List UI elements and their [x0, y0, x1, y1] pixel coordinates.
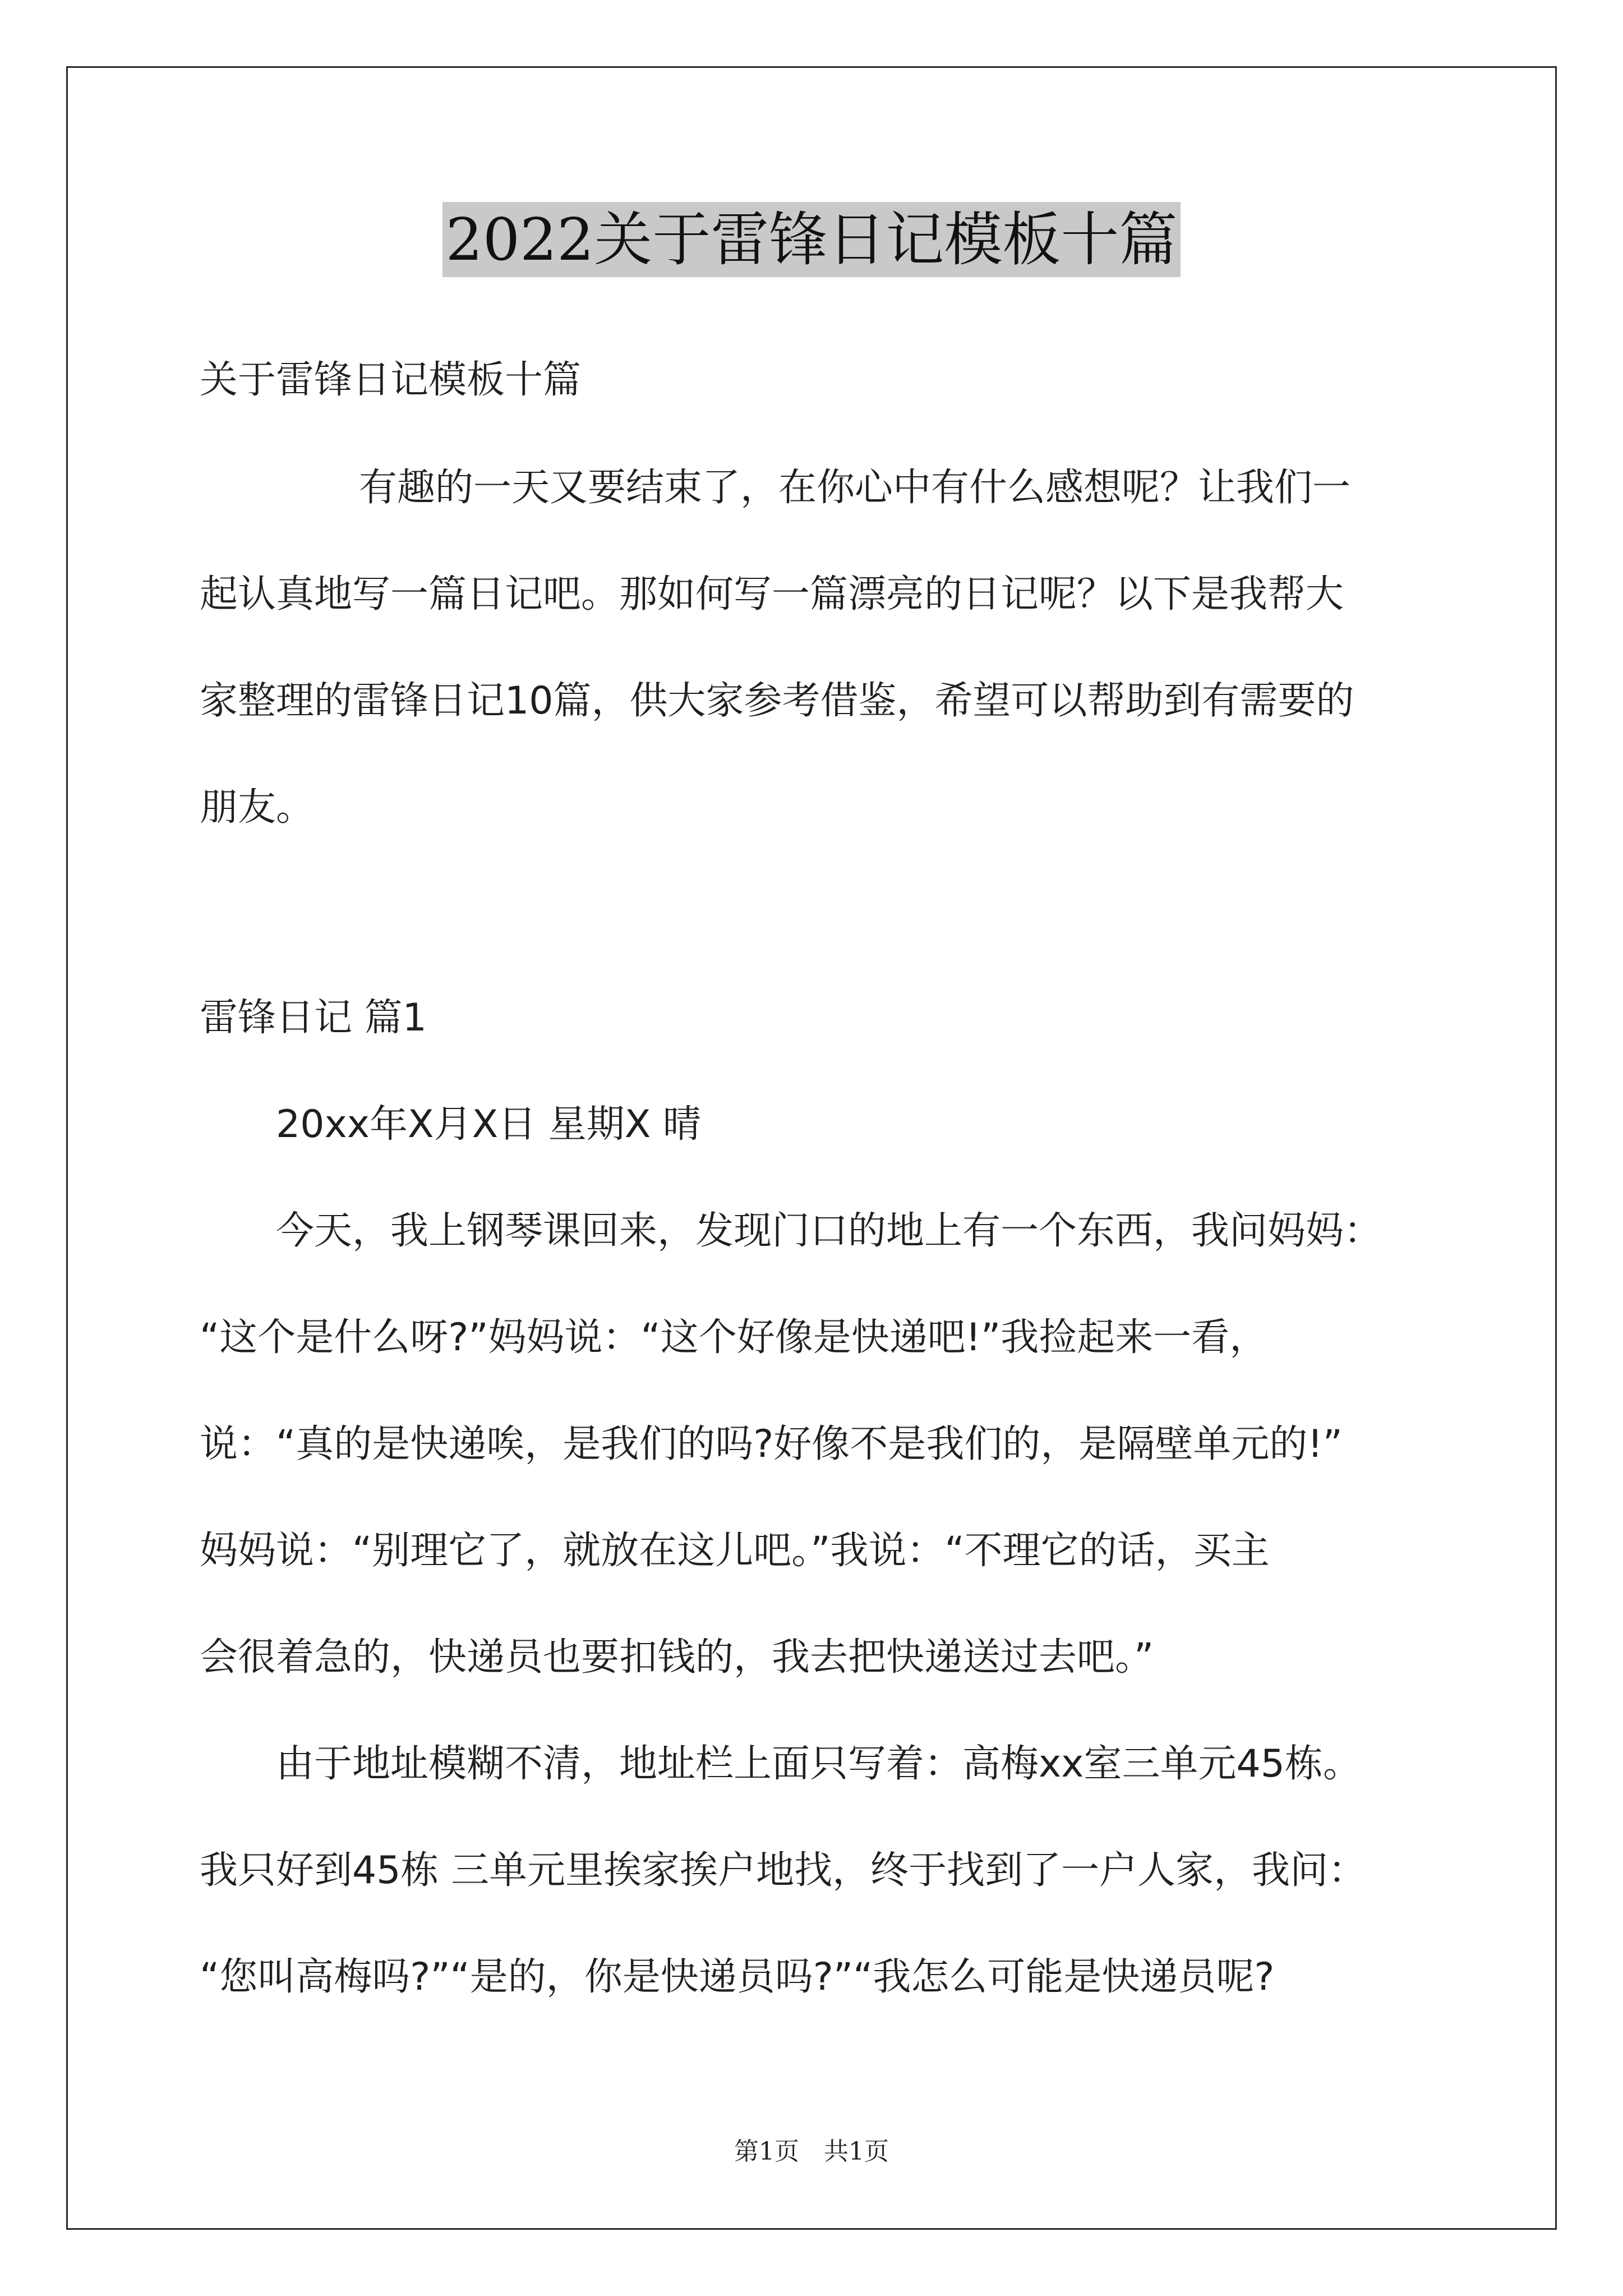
page-footer: [0, 2136, 1623, 2168]
paragraph-line: 家整理的雷锋日记10篇，供大家参考借鉴，希望可以帮助到有需要的: [200, 679, 1354, 723]
paragraph-line: 起认真地写一篇日记吧。那如何写一篇漂亮的日记呢？以下是我帮大: [200, 572, 1344, 616]
paragraph-line: 有趣的一天又要结束了，在你心中有什么感想呢？让我们一: [359, 466, 1351, 510]
paragraph-line: “这个是什么呀?”妈妈说：“这个好像是快递吧!”我捡起来一看，: [200, 1315, 1268, 1360]
paragraph-line: 朋友。: [200, 785, 315, 830]
section-heading: 雷锋日记 篇1: [200, 996, 427, 1040]
subtitle: 关于雷锋日记模板十篇: [200, 358, 582, 402]
title-block: [0, 202, 1623, 277]
page-number: 第1页: [734, 2137, 799, 2166]
paragraph-line: “您叫高梅吗?”“是的，你是快递员吗?”“我怎么可能是快递员呢?: [200, 1955, 1275, 1999]
paragraph-line: 妈妈说：“别理它了，就放在这儿吧。”我说：“不理它的话，买主: [200, 1529, 1270, 1573]
paragraph-line: 我只好到45栋 三单元里挨家挨户地找，终于找到了一户人家，我问：: [200, 1848, 1367, 1893]
paragraph-line: 会很着急的，快递员也要扣钱的，我去把快递送过去吧。”: [200, 1635, 1154, 1680]
paragraph-line: 由于地址模糊不清，地址栏上面只写着：高梅xx室三单元45栋。: [276, 1742, 1362, 1786]
page-total: 共1页: [824, 2137, 889, 2166]
document-title: 2022关于雷锋日记模板十篇: [442, 202, 1181, 277]
paragraph-line: 说：“真的是快递唉，是我们的吗?好像不是我们的，是隔壁单元的!”: [200, 1422, 1343, 1466]
diary-date: 20xx年X月X日 星期X 晴: [276, 1102, 701, 1147]
paragraph-line: 今天，我上钢琴课回来，发现门口的地上有一个东西，我问妈妈：: [276, 1209, 1382, 1253]
